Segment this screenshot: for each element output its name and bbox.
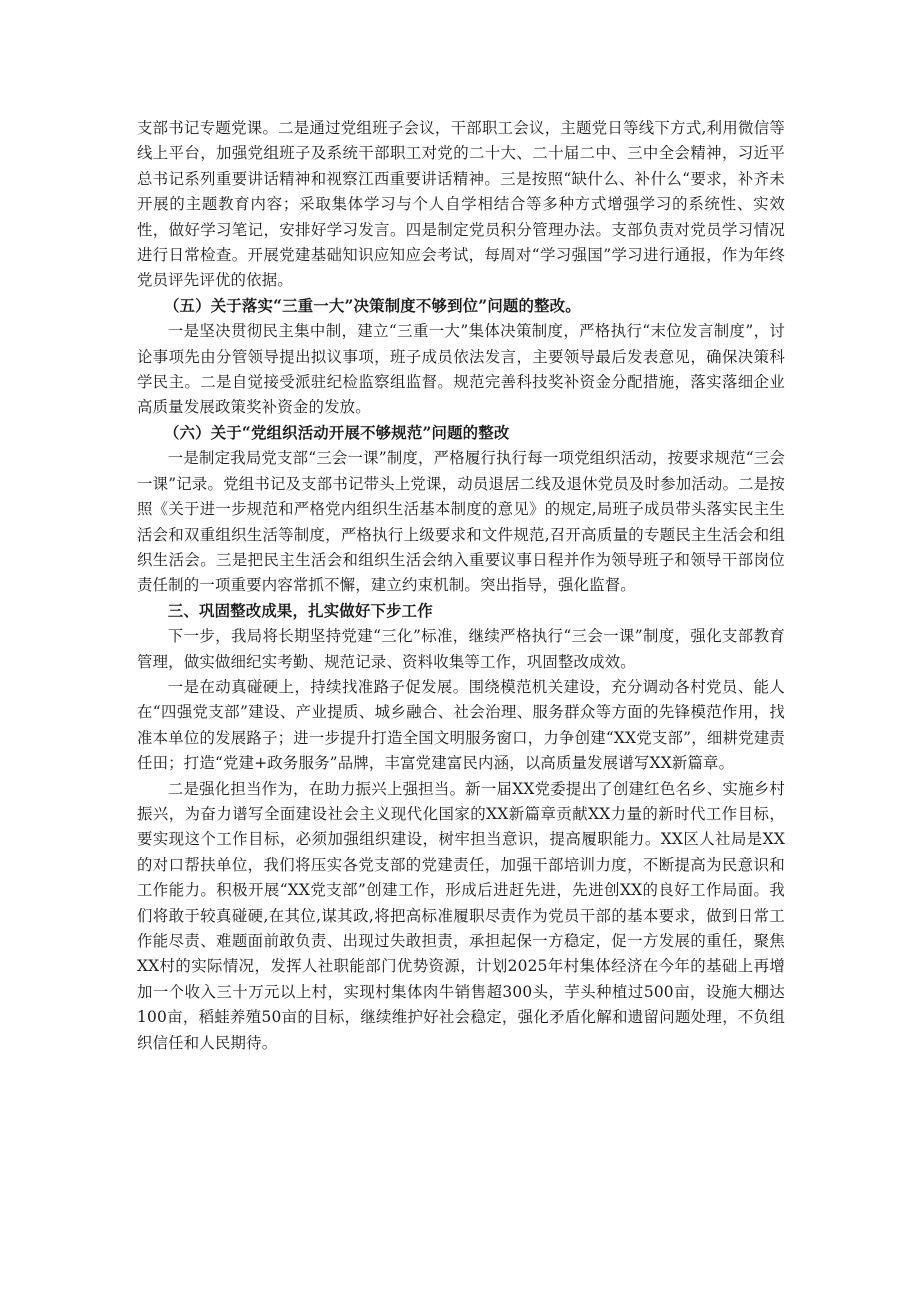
heading-section-6: （六）关于“党组织活动开展不够规范”问题的整改	[163, 423, 510, 442]
paragraph-organization-activities: 一是制定我局党支部“三会一课”制度，严格履行执行每一项党组织活动，按要求规范“三会一课”记录。党组书记及支部书记带头上党课，动员退居二线及退休党员及时参加活动。二是按照《关于进一步规范和严格党内组织生活基本制度的意见》的规定,局班子成员带头落实民主生活会和双重组织生活等制度，严格执行上级要求和文件规范,召开高质量的专题民主生活会和组织生活会。三是把民主生活会和组织生活会纳入重要议事日程并作为领导班子和领导干部岗位责任制的一项重要内容常抓不懈，建立约束机制。突出指导，强化监督。	[137, 449, 785, 595]
paragraph-development: 一是在动真碰硬上，持续找准路子促发展。围绕模范机关建设，充分调动各村党员、能人在“四强党支部”建设、产业提质、城乡融合、社会治理、服务群众等方面的先锋模范作用，找准本单位的发展路子；进一步提升打造全国文明服务窗口，力争创建“XX党支部”，细耕党建责任田；打造“党建+政务服务”品牌，丰富党建富民内涵，以高质量发展谱写XX新篇章。	[137, 677, 785, 773]
paragraph-decision-system: 一是坚决贯彻民主集中制，建立“三重一大”集体决策制度，严格执行“末位发言制度”，讨论事项先由分管领导提出拟议事项，班子成员依法发言，主要领导最后发表意见，确保决策科学民主。二是自觉接受派驻纪检监察组监督。规范完善科技奖补资金分配措施，落实落细企业高质量发展政策奖补资金的发放。	[137, 322, 785, 417]
paragraph-responsibility: 二是强化担当作为，在助力振兴上强担当。新一届XX党委提出了创建红色名乡、实施乡村振兴，为奋力谱写全面建设社会主义现代化国家的XX新篇章贡献XX力量的新时代工作目标，要实现这个工作目标，必须加强组织建设，树牢担当意识，提高履职能力。XX区人社局是XX的对口帮扶单位，我们将压实各党支部的党建责任，加强干部培训力度，不断提高为民意识和工作能力。积极开展“XX党支部”创建工作，形成后进赶先进，先进创XX的良好工作局面。我们将敢于较真碰硬,在其位,谋其政,将把高标准履职尽责作为党员干部的基本要求，做到日常工作能尽责、难题面前敢负责、出现过失敢担责，承担起保一方稳定，促一方发展的重任，聚焦XX村的实际情况，发挥人社职能部门优势资源，计划2025年村集体经济在今年的基础上再增加一个收入三十万元以上村，实现村集体肉牛销售超300头，芋头种植过500亩，设施大棚达100亩，稻蛙养殖50亩的目标，继续维护好社会稳定，强化矛盾化解和遗留问题处理，不负组织信任和人民期待。	[137, 779, 785, 1052]
paragraph-study-measures: 支部书记专题党课。二是通过党组班子会议，干部职工会议，主题党日等线下方式,利用微信等线上平台，加强党组班子及系统干部职工对党的二十大、二十届二中、三中全会精神，习近平总书记系列重要讲话精神和视察江西重要讲话精神。三是按照“缺什么、补什么“要求，补齐未开展的主题教育内容；采取集体学习与个人自学相结合等多种方式增强学习的系统性、实效性，做好学习笔记，安排好学习发言。四是制定党员积分管理办法。支部负责对党员学习情况进行日常检查。开展党建基础知识应知应会考试，每周对“学习强国”学习进行通报，作为年终党员评先评优的依据。	[137, 119, 785, 290]
document-page	[137, 116, 785, 1056]
heading-part-3: 三、巩固整改成果，扎实做好下步工作	[167, 601, 433, 620]
paragraph-next-steps: 下一步，我局将长期坚持党建“三化”标准，继续严格执行“三会一课”制度，强化支部教育管理，做实做细纪实考勤、规范记录、资料收集等工作，巩固整改成效。	[137, 627, 785, 671]
heading-section-5: （五）关于落实“三重一大”决策制度不够到位”问题的整改。	[163, 296, 581, 315]
